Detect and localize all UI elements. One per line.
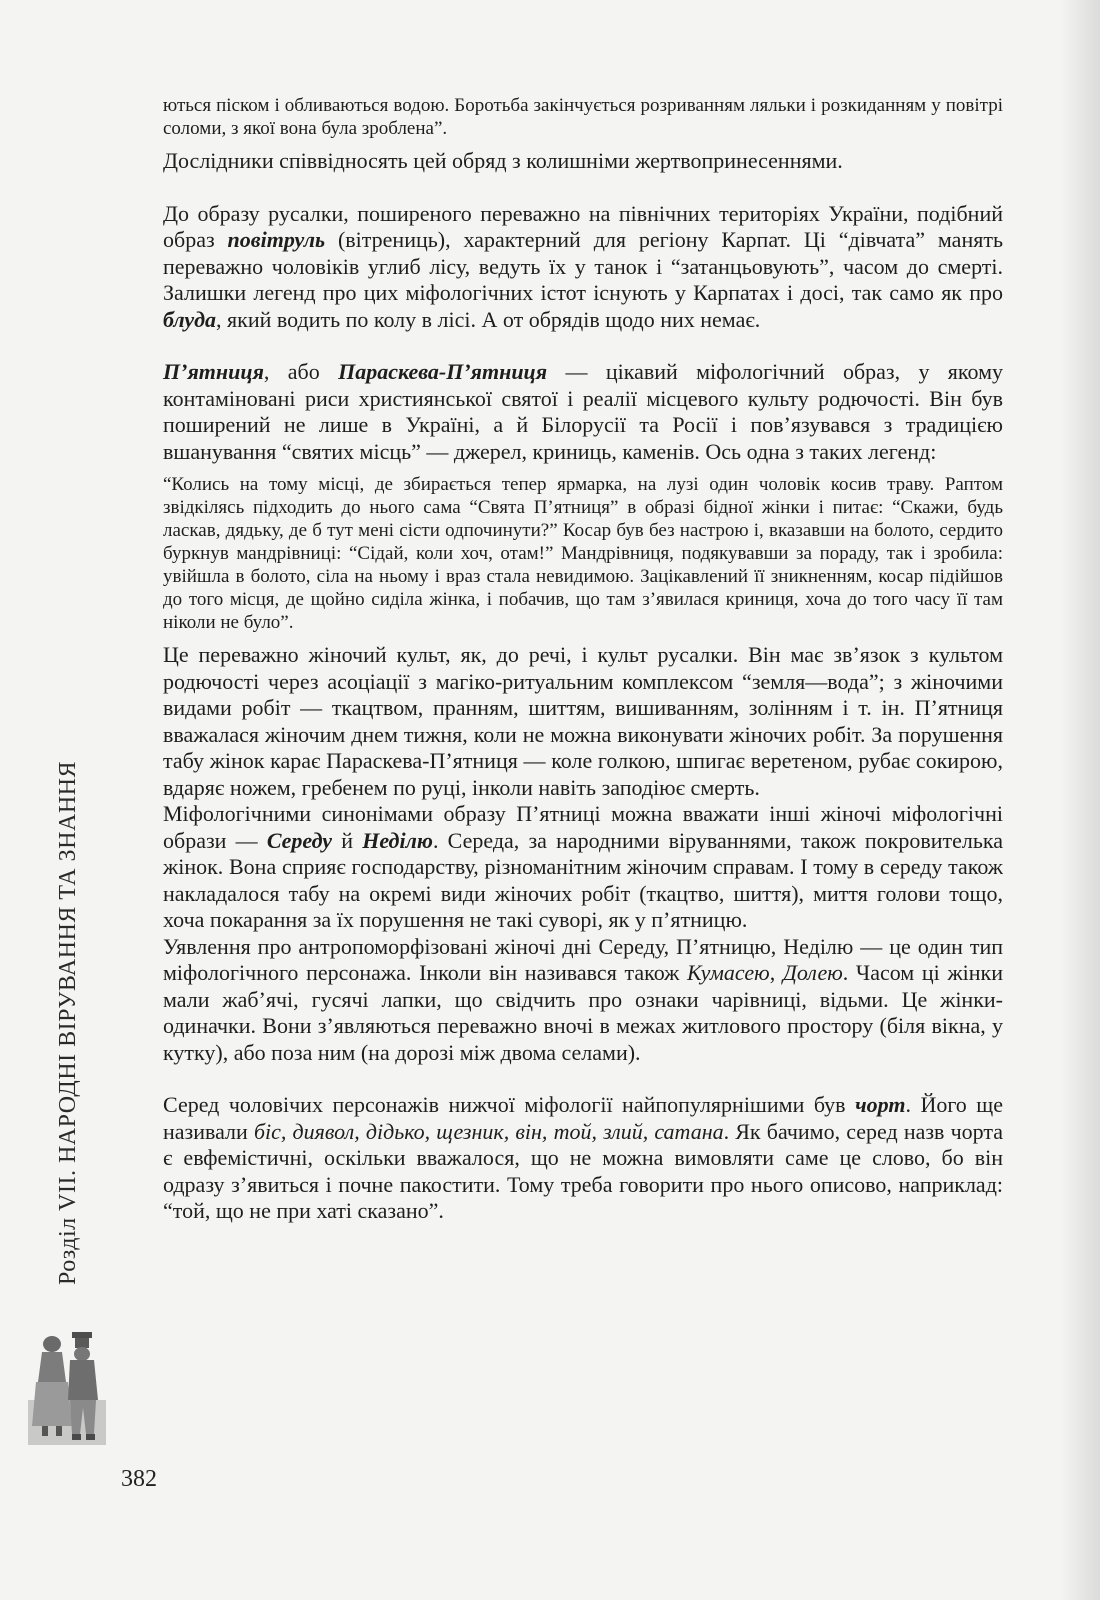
paragraph-pyatnytsia: П’ятниця, або Параскева-П’ятниця — цікавий міфологічний образ, у якому контаміновані риси християнської святої і реалії місцевого культу родючості. Він був поширений не лише в Україні, а й Білорусії та Росії і пов’язувався з традицією вшанування “святих місць” — джерел, криниць, каменів. Ось одна з таких легенд: [163,359,1004,464]
paragraph-female-cult: Це переважно жіночий культ, як, до речі, і культ русалки. Він має зв’язок з культом родючості через асоціації з магіко-ритуальним комплексом “земля—вода”; з жіночими видами робіт — ткацтвом, пранням, шиттям, вишиванням, золінням і т. ін. П’ятниця вважалася жіночим днем тижня, коли не можна виконувати жіночих робіт. За порушення табу жінок карає Параскева-П’ятниця — коле голкою, шпигає веретеном, рубає сокирою, вдаряє ножем, гребенем по руці, інколи навіть заподіює смерть. [163,642,1003,800]
page-content [163,94,1003,1225]
quote-continuation: ються піском і обливаються водою. Боротьба закінчується розриванням ляльки і розкиданням у повітрі соломи, з якої вона була зроблена”. [163,95,1003,139]
chapter-side-label: Розділ VII. НАРОДНІ ВІРУВАННЯ ТА ЗНАННЯ [55,760,81,1285]
paragraph-povitrul: До образу русалки, поширеного переважно на північних територіях України, подібний образ повітруль (вітрениць), характерний для регіону Карпат. Ці “дівчата” манять переважно чоловіків углиб лісу, ведуть їх у танок і “затанцьовують”, часом до смерті. Залишки легенд про цих міфологічних істот існують у Карпатах і досі, так само як про блуда, який водить по колу в лісі. А от обрядів щодо них немає. [163,200,1003,332]
page-number: 382 [121,1466,157,1492]
legend-quote: “Колись на тому місці, де збирається тепер ярмарка, на лузі один чоловік косив траву. Раптом звідкілясь підходить до нього сама “Свята П’ятниця” в образі бідної жінки і питає: “Скажи, будь ласкав, дядьку, де б тут мені сісти одпочинути?” Косар був без настрою і, вказавши на болото, сердито буркнув мандрівниці: “Сідай, коли хоч, отам!” Мандрівниця, подякувавши за пораду, так і зробила: увійшла в болото, сіла на ньому і враз стала невидимою. Зацікавлений її зникненням, косар підійшов до того місця, де щойно сиділа жінка, і побачив, що там з’явилася криниця, хоча до того часу її там ніколи не було”. [163,474,1003,633]
paragraph-researchers: Дослідники співвідносять цей обряд з колишніми жертвопринесеннями. [163,148,843,173]
folk-couple-illustration [28,1330,106,1445]
page-edge-shadow [1060,0,1100,1600]
paragraph-chort: Серед чоловічих персонажів нижчої міфології найпопулярнішими був чорт. Його ще називали біс, диявол, дідько, щезник, він, той, злий, сатана. Як бачимо, серед назв чорта є евфемістичні, оскільки вважалося, що не можна вимовляти саме це слово, бо він одразу з’явиться і почне пакостити. Тому треба говорити про нього описово, наприклад: “той, що не при хаті сказано”. [163,1092,1004,1223]
paragraph-synonyms: Міфологічними синонімами образу П’ятниці можна вважати інші жіночі міфологічні образи — Середу й Неділю. Середа, за народними віруваннями, також покровителька жінок. Вона сприяє господарству, різноманітним жіночим справам. І тому в середу також накладалося табу на окремі види жіночих робіт (ткацтво, шиття), миття голови тощо, хоча покарання за їх порушення не такі суворі, як у п’ятницю. [163,801,1004,932]
paragraph-female-days: Уявлення про антропоморфізовані жіночі дні Середу, П’ятницю, Неділю — це один тип міфологічного персонажа. Інколи він називався також Кумасею, Долею. Часом ці жінки мали жаб’ячі, гусячі лапки, що свідчить про ознаки чарівниці, відьми. Це жінки-одиначки. Вони з’являються переважно вночі в межах житлового простору (біля вікна, у кутку), або поза ним (на дорозі між двома селами). [163,933,1003,1065]
